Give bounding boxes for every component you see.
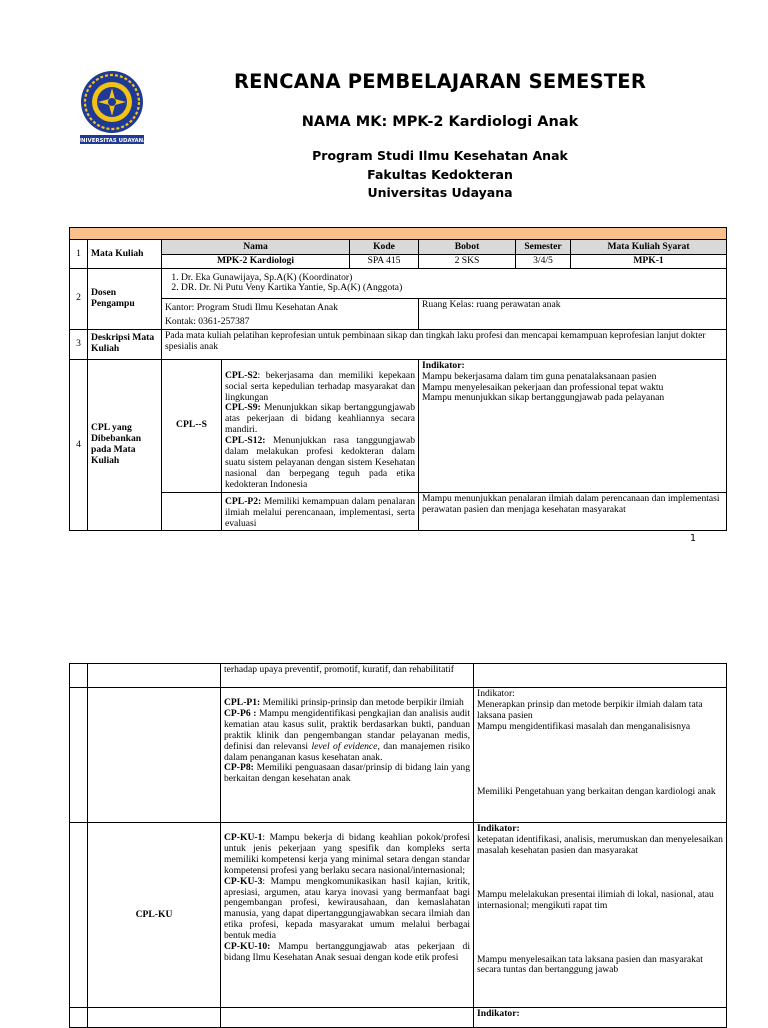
cpl-text: Memiliki penguasaan dasar/prinsip di bidang lain yang berkaitan dengan kesehatan anak	[224, 762, 470, 785]
cpl-ku-items	[221, 823, 474, 1008]
col-header-nama: Nama	[162, 240, 350, 255]
lecturer-item: 1. Dr. Eka Gunawijaya, Sp.A(K) (Koordinator)	[181, 273, 723, 284]
indicator-item: ketepatan identifikasi, analisis, merumuskan dan menyelesaikan masalah kesehatan pasien dan masyarakat	[477, 833, 723, 856]
cpl-code: CPL-S12:	[225, 435, 266, 447]
cpl-text: , dan manajemen risiko dalam penanganan kasus kesehatan anak.	[224, 740, 471, 763]
cpl-p-items	[221, 688, 474, 823]
rps-table-page2	[69, 663, 727, 1028]
cpl-p-indicators	[474, 688, 727, 823]
cpl-p2-indicator: Mampu menunjukkan penalaran ilmiah dalam perencanaan dan implementasi perawatan pasien dan menjaga kesehatan masyarakat	[419, 492, 727, 531]
cpl-text: Menunjukkan rasa tanggungjawab dalam melakukan profesi kedokteran dalam suatu sistem pelayanan dengan sistem Kesehatan nasional dan berpegang teguh pada etika kedokteran Indonesia	[225, 435, 415, 490]
cpl-text: Memiliki prinsip-prinsip dan metode berpikir ilmiah	[260, 697, 464, 708]
indicator-label: Indikator:	[474, 1008, 727, 1028]
cpl-code: CP-P8:	[224, 762, 254, 774]
cpl-text: Menunjukkan sikap bertanggungjawab atas pekerjaan di bidang keahliannya secara mandiri.	[225, 402, 415, 436]
cpl-s-items	[222, 359, 419, 492]
faculty-name: Fakultas Kedokteran	[367, 166, 513, 182]
row-label-mata-kuliah: Mata Kuliah	[88, 240, 162, 269]
course-credit-value: 2 SKS	[419, 255, 516, 269]
row-number: 1	[70, 240, 88, 269]
program-name: Program Studi Ilmu Kesehatan Anak	[312, 148, 568, 163]
col-header-kode: Kode	[350, 240, 419, 255]
course-code-value: SPA 415	[350, 255, 419, 269]
cpl-code: CPL-P1:	[224, 697, 261, 708]
course-name-value: MPK-2 Kardiologi	[162, 255, 350, 269]
lecturer-list	[162, 268, 727, 298]
university-logo	[78, 70, 146, 146]
cpl-text: : bekerjasama dan memiliki kepekaan social serta kepedulian terhadap masyarakat dan lingkungan	[225, 369, 415, 403]
indicator-item: Mampu menunjukkan sikap bertanggungjawab pada pelayanan	[422, 392, 665, 404]
cpl-italic: level of evidence	[311, 740, 378, 752]
row-label-cpl: CPL yang Dibebankan pada Mata Kuliah	[88, 359, 162, 531]
description-text: Pada mata kuliah pelatihan keprofesian untuk pembinaan sikap dan tingkah laku profesi dan mencapai kemampuan keprofesian lanjut dokter spesialis anak	[162, 329, 727, 359]
cpl-text: : Mampu mengkomunikasikan hasil kajian, kritik, apresiasi, argumen, atau karya inovasi yang bermanfaat bagi pengembangan profesi, kewirausahaan, dan kemaslahatan manusia, yang dapat dipertanggungjawabkan secara ilmiah dan etika profesi, kepada masyarakat umum melalui berbagai bentuk media	[224, 875, 470, 942]
accent-bar	[70, 228, 727, 240]
row-number: 4	[70, 359, 88, 531]
indicator-item: Mampu bekerjasama dalam tim guna penatalaksanaan pasien	[422, 370, 657, 382]
course-prereq-value: MPK-1	[571, 255, 727, 269]
cpl-code: CP-KU-10:	[224, 941, 271, 953]
room-text: Ruang Kelas: ruang perawatan anak	[419, 298, 727, 329]
cpl-text: : Mampu bekerja di bidang keahlian pokok/profesi untuk jenis pekerjaan yang spesifik dan kompleks serta memiliki kompetensi kerja yang minimal setara dengan standar kompetensi profesi yang berlaku secara nasional/internasional;	[224, 832, 470, 876]
cpl-text: Memiliki kemampuan dalam penalaran ilmiah melalui perencanaan, implementasi, serta evaluasi	[225, 495, 415, 529]
document-title: RENCANA PEMBELAJARAN SEMESTER	[233, 70, 647, 93]
row-number: 2	[70, 268, 88, 329]
indicator-label: Indikator:	[477, 688, 515, 699]
page-number: 1	[690, 533, 697, 544]
cpl-s-indicators	[419, 359, 727, 492]
cpl-s-group: CPL--S	[162, 359, 222, 492]
indicator-item: Mampu menyelesaikan pekerjaan dan professional tepat waktu	[422, 381, 664, 393]
cpl-text: Mampu bertanggungjawab atas pekerjaan di bidang Ilmu Kesehatan Anak sesuai dengan kode etik profesi	[224, 941, 470, 963]
office-text: Kantor: Program Studi Ilmu Kesehatan Anak	[165, 301, 338, 313]
col-header-bobot: Bobot	[419, 240, 516, 255]
cpl-ku-group: CPL-KU	[88, 823, 221, 1008]
institution-block	[160, 147, 720, 203]
cpl-code: CP-P6 :	[224, 707, 257, 719]
cpl-code: CPL-P2:	[225, 495, 262, 507]
row-label-dosen: Dosen Pengampu	[88, 268, 162, 329]
indicator-item: Mampu mengidentifikasi masalah dan menganalisisnya	[477, 720, 691, 732]
row-label-deskripsi: Deskripsi Mata Kuliah	[88, 329, 162, 359]
row-number: 3	[70, 329, 88, 359]
university-name: Universitas Udayana	[367, 185, 513, 200]
office-cell	[162, 298, 419, 329]
course-semester-value: 3/4/5	[516, 255, 571, 269]
indicator-item: Mampu menyelesaikan tata laksana pasien dan masyarakat secara tuntas dan bertanggung jawab	[477, 953, 703, 976]
continuation-text: terhadap upaya preventif, promotif, kuratif, dan rehabilitatif	[221, 664, 474, 688]
cpl-code: CP-KU-3	[224, 875, 263, 887]
lecturer-item: 2. DR. Dr. Ni Putu Veny Kartika Yantie, Sp.A(K) (Anggota)	[181, 283, 723, 294]
cpl-ku-indicators	[474, 823, 727, 1008]
course-title: NAMA MK: MPK-2 Kardiologi Anak	[301, 114, 579, 130]
cpl-p2-cell	[222, 492, 419, 531]
col-header-syarat: Mata Kuliah Syarat	[571, 240, 727, 255]
cpl-text: Mampu mengidentifikasi pengkajian dan analisis audit kematian atau kasus sulit, praktik berdasarkan bukti, panduan praktik klinik dan pengembangan standar pelayanan medis, definisi dan relevansi	[224, 707, 470, 752]
cpl-code: CPL-S9:	[225, 402, 261, 414]
contact-text: Kontak: 0361-257387	[165, 315, 250, 327]
cpl-code: CP-KU-1	[224, 832, 263, 843]
indicator-label: Indikator:	[477, 823, 520, 834]
indicator-item: Mampu melelakukan presentai ilimiah di lokal, nasional, atau internasional; mengikuti rapat tim	[477, 888, 714, 911]
indicator-item: Menerapkan prinsip dan metode berpikir ilmiah dalam tata laksana pasien	[477, 698, 703, 721]
indicator-item: Memiliki Pengetahuan yang berkaitan dengan kardiologi anak	[477, 785, 716, 797]
cpl-code: CPL-S2	[225, 369, 258, 381]
col-header-semester: Semester	[516, 240, 571, 255]
rps-table-page1	[69, 227, 727, 531]
logo-text: UNIVERSITAS UDAYANA	[78, 138, 146, 144]
indicator-label: Indikator:	[422, 359, 465, 371]
